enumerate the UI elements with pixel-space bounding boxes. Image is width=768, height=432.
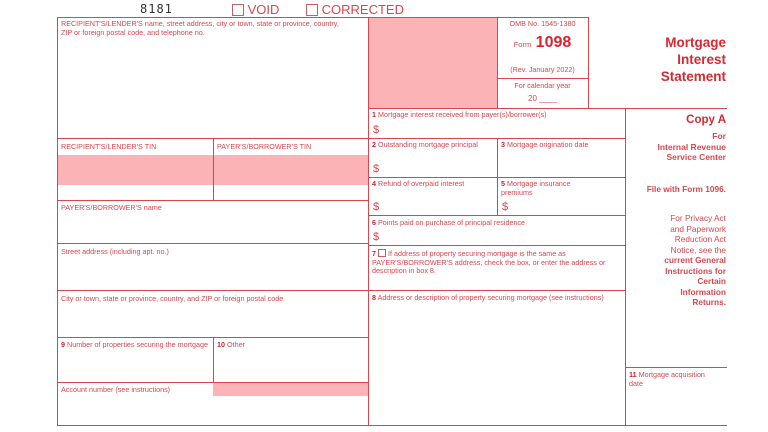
payer-name-field[interactable]: [58, 214, 368, 243]
box9-text: Number of properties securing the mortgage: [67, 340, 209, 349]
divider: [625, 108, 626, 426]
divider: [368, 108, 727, 109]
box5-dollar: $: [502, 201, 509, 213]
box9-field[interactable]: [58, 360, 213, 382]
box11-number: 11: [629, 370, 637, 379]
box7-checkbox[interactable]: [378, 249, 386, 257]
box5-field[interactable]: [511, 198, 625, 215]
privacy-line: Reduction Act: [674, 234, 726, 244]
street-address-label: Street address (including apt. no.): [61, 247, 169, 256]
void-label: VOID: [247, 2, 280, 17]
recipient-tin-field[interactable]: [58, 155, 213, 200]
irs-line-1: Internal Revenue: [657, 141, 726, 152]
form-title: [600, 34, 726, 85]
form-number: 1098: [535, 34, 572, 51]
instructions-line: current General: [664, 255, 726, 265]
form-code: 8181: [140, 2, 173, 16]
box11-field[interactable]: [626, 392, 726, 425]
box6-dollar: $: [373, 231, 380, 243]
file-with-note: File with Form 1096.: [646, 184, 726, 194]
payer-tin-label: PAYER'S/BORROWER'S TIN: [217, 142, 312, 151]
box3-field[interactable]: [498, 152, 625, 177]
account-number-label: Account number (see instructions): [61, 385, 171, 394]
box10-field[interactable]: [214, 352, 368, 382]
divider: [625, 367, 727, 368]
box7-label: [372, 249, 620, 276]
instructions-line: Instructions for: [665, 265, 726, 276]
instructions-line: Certain: [697, 276, 726, 286]
city-label: City or town, state or province, country, and ZIP or foreign postal code: [61, 294, 284, 303]
divider: [57, 382, 368, 383]
box4-field[interactable]: [382, 198, 497, 215]
box2-label: [372, 141, 490, 150]
account-shaded-band: [213, 382, 368, 396]
box10-number: 10: [217, 340, 225, 349]
void-checkbox[interactable]: [232, 4, 244, 16]
box2-text: Outstanding mortgage principal: [378, 140, 478, 149]
box6-number: 6: [372, 218, 376, 227]
form-prefix: Form: [513, 40, 532, 49]
box8-field[interactable]: [369, 315, 625, 425]
box1-field[interactable]: [382, 121, 625, 138]
form-number-block: [497, 34, 588, 52]
title-line-1: Mortgage: [665, 35, 726, 50]
box4-dollar: $: [373, 201, 380, 213]
box4-text: Refund of overpaid interest: [378, 179, 465, 188]
box7-text: If address of property securing mortgage is the same as PAYER'S/BORROWER'S address, check the box, or enter the address or description in box 8.: [372, 249, 606, 276]
box5-text: Mortgage insurance premiums: [501, 179, 571, 197]
box5-label: [501, 180, 601, 197]
account-number-field[interactable]: [58, 397, 368, 425]
privacy-line: and Paperwork: [670, 223, 726, 234]
void-option[interactable]: [232, 2, 279, 17]
privacy-line: For Privacy Act: [670, 213, 726, 223]
box9-label: [61, 341, 211, 350]
box6-field[interactable]: [382, 229, 625, 245]
box6-label: [372, 219, 525, 228]
box2-field[interactable]: [382, 160, 497, 177]
recipient-name-label: RECIPIENT'S/LENDER'S name, street address, city or town, state or province, country, ZIP or foreign postal code, and telephone no.: [61, 19, 339, 37]
divider: [368, 290, 625, 291]
payer-tin-field[interactable]: [214, 155, 368, 200]
divider: [368, 245, 625, 246]
box2-dollar: $: [373, 163, 380, 175]
payer-name-label: PAYER'S/BORROWER'S name: [61, 203, 162, 212]
privacy-line: Notice, see the: [670, 244, 726, 255]
copy-label: Copy A: [686, 114, 726, 126]
form-top-border: [57, 17, 589, 18]
box3-text: Mortgage origination date: [507, 140, 589, 149]
corrected-option[interactable]: [306, 2, 404, 17]
box5-number: 5: [501, 179, 505, 188]
divider: [368, 215, 625, 216]
box1-number: 1: [372, 110, 376, 119]
box8-text: Address or description of property securing mortgage (see instructions): [377, 293, 604, 302]
box3-label: [501, 141, 589, 150]
corrected-label: CORRECTED: [321, 2, 404, 17]
title-line-3: Statement: [660, 69, 726, 84]
privacy-notice: [628, 213, 726, 308]
omb-number: OMB No. 1545-1380: [509, 19, 576, 28]
box9-number: 9: [61, 340, 65, 349]
divider: [57, 290, 368, 291]
box7-number: 7: [372, 249, 376, 258]
divider: [497, 78, 588, 79]
reserved-shaded-box: [369, 18, 497, 108]
divider: [57, 200, 368, 201]
box1-dollar: $: [373, 124, 380, 136]
copy-destination: [628, 131, 726, 163]
recipient-name-field[interactable]: [58, 40, 368, 138]
box2-number: 2: [372, 140, 376, 149]
box6-text: Points paid on purchase of principal residence: [378, 218, 526, 227]
instructions-line: Information: [680, 286, 726, 297]
box11-label: [629, 371, 709, 388]
divider: [57, 243, 368, 244]
divider: [588, 17, 589, 108]
instructions-line: Returns.: [692, 297, 726, 307]
box11-text: Mortgage acquisition date: [629, 370, 705, 388]
box1-label: [372, 111, 547, 120]
box10-label: [217, 341, 245, 350]
calendar-year-label: For calendar year: [514, 81, 571, 90]
box8-number: 8: [372, 293, 376, 302]
street-address-field[interactable]: [58, 258, 368, 290]
box1-text: Mortgage interest received from payer(s)/borrower(s): [378, 110, 547, 119]
box3-number: 3: [501, 140, 505, 149]
calendar-year-field[interactable]: 20 ____: [528, 94, 557, 103]
box4-number: 4: [372, 179, 376, 188]
irs-line-2: Service Center: [666, 152, 726, 162]
revision-date: (Rev. January 2022): [510, 65, 575, 74]
form-bottom-border: [57, 425, 727, 426]
box8-label: [372, 294, 620, 303]
city-field[interactable]: [58, 305, 368, 337]
box10-text: Other: [227, 340, 245, 349]
copy-for: For: [712, 131, 726, 141]
title-line-2: Interest: [677, 52, 726, 67]
recipient-tin-label: RECIPIENT'S/LENDER'S TIN: [61, 142, 157, 151]
corrected-checkbox[interactable]: [306, 4, 318, 16]
box4-label: [372, 180, 482, 189]
